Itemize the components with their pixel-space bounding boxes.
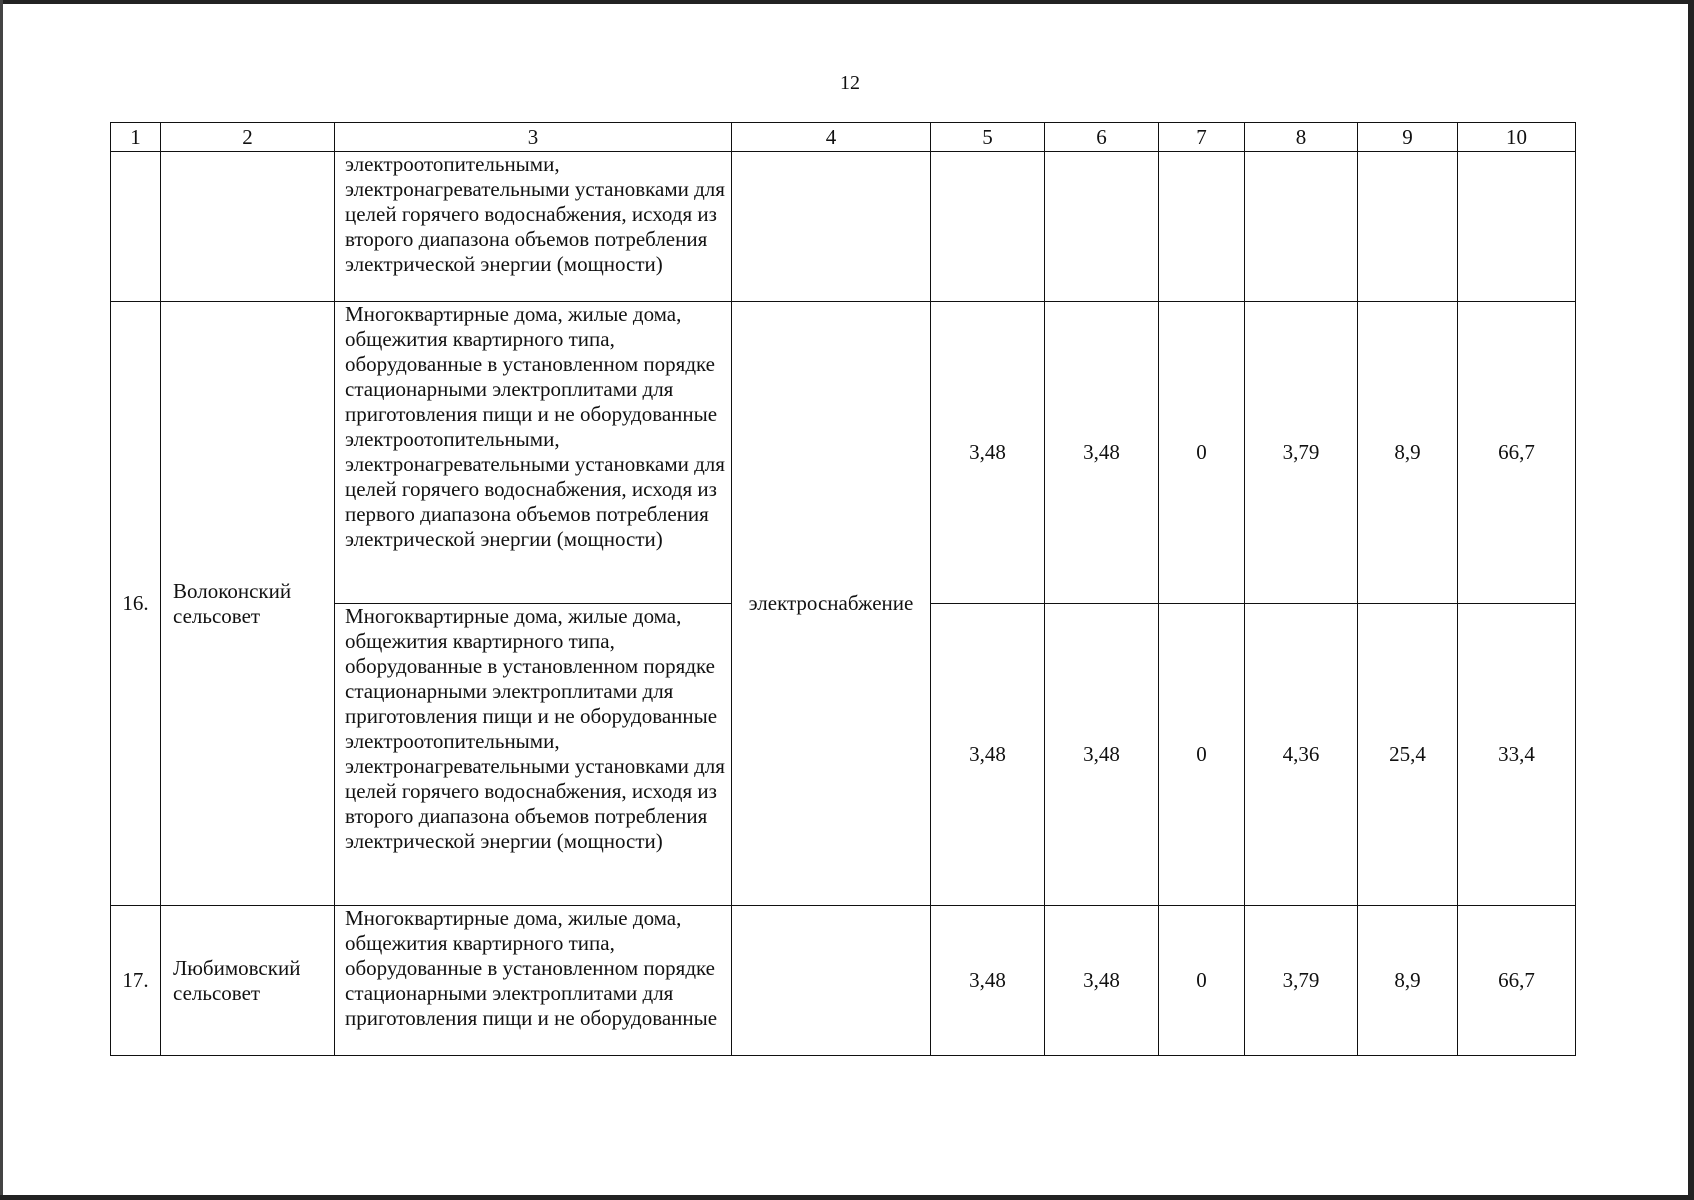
value-cell: 4,36 (1245, 604, 1358, 906)
consumer-category-cell: Многоквартирные дома, жилые дома, общежития квартирного типа, оборудованные в установленном порядке стационарными электроплитами для приготовления пищи и не оборудованные электроотопительными, электронагревательными установками для целей горячего водоснабжения, исходя из первого диапазона объемов потребления электрической энергии (мощности) (335, 302, 732, 604)
value-cell: 66,7 (1458, 302, 1576, 604)
service-cell: электроснабжение (732, 302, 931, 906)
value-cell (1245, 152, 1358, 302)
column-header: 9 (1358, 123, 1458, 152)
value-cell (931, 152, 1045, 302)
column-header: 6 (1045, 123, 1159, 152)
value-cell: 3,79 (1245, 302, 1358, 604)
municipality-cell: Любимовский сельсовет (161, 906, 335, 1056)
row-number-cell (111, 152, 161, 302)
scan-edge-right (1688, 0, 1694, 1200)
table-row (111, 152, 1576, 302)
value-cell (1159, 152, 1245, 302)
table-row (111, 906, 1576, 1056)
consumer-category-cell: Многоквартирные дома, жилые дома, общежития квартирного типа, оборудованные в установленном порядке стационарными электроплитами для приготовления пищи и не оборудованные (335, 906, 732, 1056)
value-cell: 3,48 (931, 906, 1045, 1056)
value-cell: 33,4 (1458, 604, 1576, 906)
column-number-row (111, 123, 1576, 152)
column-header: 10 (1458, 123, 1576, 152)
scan-edge-bottom (0, 1195, 1694, 1200)
consumer-category-cell: Многоквартирные дома, жилые дома, общежития квартирного типа, оборудованные в установленном порядке стационарными электроплитами для приготовления пищи и не оборудованные электроотопительными, электронагревательными установками для целей горячего водоснабжения, исходя из второго диапазона объемов потребления электрической энергии (мощности) (335, 604, 732, 906)
value-cell: 8,9 (1358, 302, 1458, 604)
service-cell (732, 152, 931, 302)
value-cell: 3,48 (1045, 302, 1159, 604)
column-header: 5 (931, 123, 1045, 152)
value-cell: 66,7 (1458, 906, 1576, 1056)
table-row (111, 302, 1576, 604)
row-number-cell: 16. (111, 302, 161, 906)
value-cell: 3,48 (931, 302, 1045, 604)
value-cell: 0 (1159, 302, 1245, 604)
scan-edge-left (0, 0, 3, 1200)
page-number: 12 (840, 72, 860, 94)
service-cell (732, 906, 931, 1056)
value-cell: 25,4 (1358, 604, 1458, 906)
value-cell: 0 (1159, 906, 1245, 1056)
value-cell: 3,48 (1045, 906, 1159, 1056)
column-header: 8 (1245, 123, 1358, 152)
consumer-category-cell: электроотопительными, электронагревательными установками для целей горячего водоснабжения, исходя из второго диапазона объемов потребления электрической энергии (мощности) (335, 152, 732, 302)
column-header: 1 (111, 123, 161, 152)
value-cell: 3,79 (1245, 906, 1358, 1056)
row-number-cell: 17. (111, 906, 161, 1056)
value-cell: 3,48 (931, 604, 1045, 906)
municipality-cell: Волоконский сельсовет (161, 302, 335, 906)
value-cell: 0 (1159, 604, 1245, 906)
scan-edge-top (0, 0, 1694, 4)
value-cell (1045, 152, 1159, 302)
municipality-cell (161, 152, 335, 302)
column-header: 4 (732, 123, 931, 152)
column-header: 7 (1159, 123, 1245, 152)
value-cell (1458, 152, 1576, 302)
column-header: 3 (335, 123, 732, 152)
tariff-table (110, 122, 1576, 1056)
value-cell (1358, 152, 1458, 302)
value-cell: 3,48 (1045, 604, 1159, 906)
column-header: 2 (161, 123, 335, 152)
value-cell: 8,9 (1358, 906, 1458, 1056)
